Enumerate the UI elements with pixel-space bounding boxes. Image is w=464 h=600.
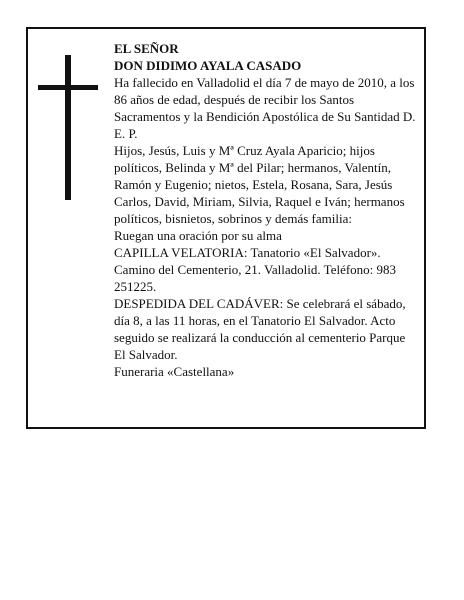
notice-paragraph-prayer: Ruegan una oración por su alma (114, 228, 282, 243)
cross-vertical-bar (65, 55, 71, 200)
notice-paragraph-family: Hijos, Jesús, Luis y Mª Cruz Ayala Aparicio; hijos políticos, Belinda y Mª del Pilar; hermanos, Valentín, Ramón y Eugenio; nietos, Estela, Rosana, Sara, Jesús Carlos, David, Miriam, Silvia, Raquel e Iván; hermanos políticos, bisnietos, sobrinos y demás familia: (114, 143, 405, 226)
cross-horizontal-bar (38, 85, 98, 90)
obituary-notice (26, 27, 426, 429)
notice-text (114, 40, 420, 380)
notice-paragraph-farewell: DESPEDIDA DEL CADÁVER: Se celebrará el sábado, día 8, a las 11 horas, en el Tanatorio El Salvador. Acto seguido se realizará la conducción al cementerio Parque El Salvador. (114, 296, 406, 362)
notice-paragraph-chapel: CAPILLA VELATORIA: Tanatorio «El Salvador». Camino del Cementerio, 21. Valladolid. Teléfono: 983 251225. (114, 245, 397, 294)
notice-paragraph-funeral-home: Funeraria «Castellana» (114, 364, 235, 379)
cross-icon (38, 55, 98, 200)
notice-title-line-2: DON DIDIMO AYALA CASADO (114, 58, 302, 73)
notice-paragraph-death: Ha fallecido en Valladolid el día 7 de mayo de 2010, a los 86 años de edad, después de recibir los Santos Sacramentos y la Bendición Apostólica de Su Santidad D. E. P. (114, 75, 416, 141)
notice-title-line-1: EL SEÑOR (114, 41, 179, 56)
